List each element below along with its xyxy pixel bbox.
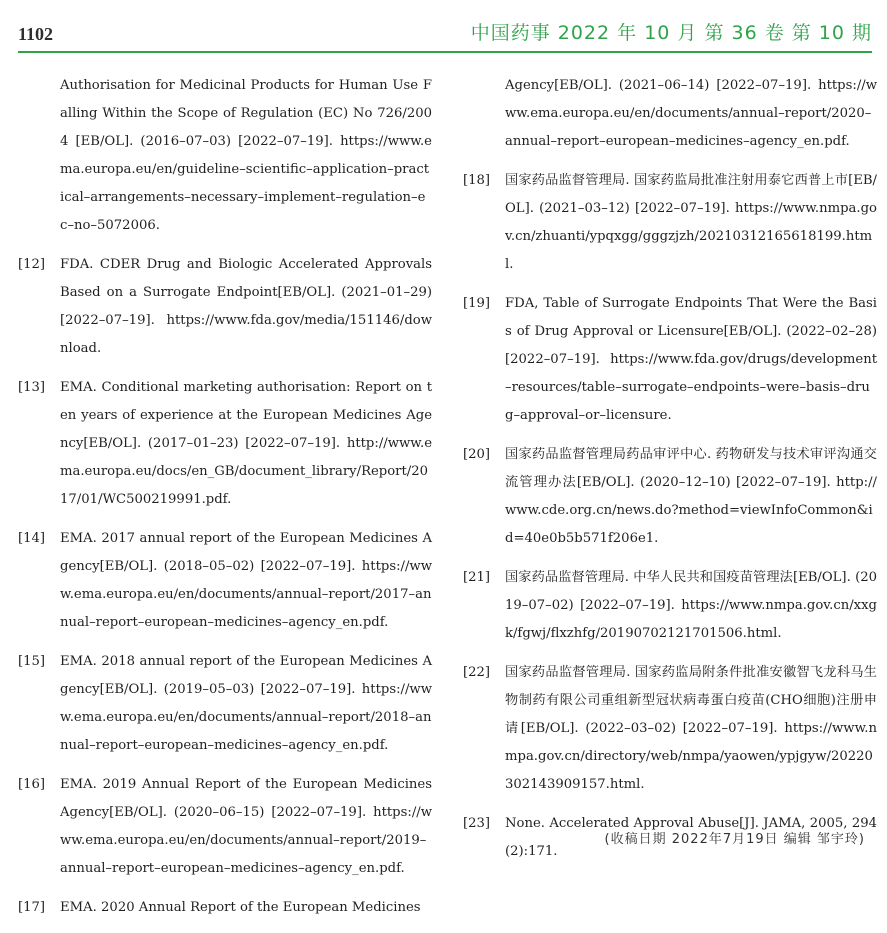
reference-text: Agency[EB/OL]. (2021–06–14) [2022–07–19]. https://www.ema.europa.eu/en/documents/annual–report/2020–annual–report–european–medicines–agency_en.pdf. <box>505 78 877 149</box>
reference-item <box>18 251 432 363</box>
reference-number: [22] <box>463 665 491 680</box>
reference-number: [21] <box>463 570 491 585</box>
reference-number: [17] <box>18 900 46 915</box>
reference-text: EMA. 2017 annual report of the European Medicines Agency[EB/OL]. (2018–05–02) [2022–07–19]. https://www.ema.europa.eu/en/documents/annual–report/2017–annual–report–european–medicines–agency_en.pdf. <box>60 531 432 630</box>
page-number: 1102 <box>18 24 54 44</box>
reference-item <box>463 659 877 799</box>
reference-text: None. Accelerated Approval Abuse[J]. JAMA, 2005, 294 (2):171. <box>505 816 877 859</box>
reference-text: EMA. Conditional marketing authorisation: Report on ten years of experience at the European Medicines Agency[EB/OL]. (2017–01–23) [2022–07–19]. http://www.ema.europa.eu/docs/en_GB/document_library/Report/2017/01/WC500219991.pdf. <box>60 380 432 507</box>
reference-number: [19] <box>463 296 491 311</box>
received-date-editor-note: (收稿日期 2022年7月19日 编辑 邹宇玲) <box>604 832 865 847</box>
reference-text: FDA, Table of Surrogate Endpoints That Were the Basis of Drug Approval or Licensure[EB/OL]. (2022–02–28) [2022–07–19]. https://www.fda.gov/drugs/development–resources/table–surrogate–endpoints–were–basis–drug–approval–or–licensure. <box>505 296 877 423</box>
reference-item <box>18 771 432 883</box>
header-rule <box>18 51 872 53</box>
reference-text: 国家药品监督管理局药品审评中心. 药物研发与技术审评沟通交流管理办法[EB/OL]. (2020–12–10) [2022–07–19]. http://www.cde.org.cn/news.do?method=viewInfoCommon&id=40e0b5b571f206e1. <box>505 447 877 546</box>
left-column <box>18 72 432 933</box>
reference-text: EMA. 2018 annual report of the European Medicines Agency[EB/OL]. (2019–05–03) [2022–07–19]. https://www.ema.europa.eu/en/documents/annual–report/2018–annual–report–european–medicines–agency_en.pdf. <box>60 654 432 753</box>
reference-number: [23] <box>463 816 491 831</box>
reference-number: [14] <box>18 531 46 546</box>
reference-number: [20] <box>463 447 491 462</box>
reference-text: 国家药品监督管理局. 国家药监局附条件批准安徽智飞龙科马生物制药有限公司重组新型冠状病毒蛋白疫苗(CHO细胞)注册申请[EB/OL]. (2022–03–02) [2022–07–19]. https://www.nmpa.gov.cn/directory/web/nmpa/yaowen/ypjgyw/20220302143909157.html. <box>505 665 877 792</box>
page-header <box>18 14 872 50</box>
reference-text: 国家药品监督管理局. 国家药监局批准注射用泰它西普上市[EB/OL]. (2021–03–12) [2022–07–19]. https://www.nmpa.gov.cn/zhuanti/ypqxgg/gggzjzh/20210312165618199.html. <box>505 173 877 272</box>
reference-text: EMA. 2020 Annual Report of the European Medicines <box>60 900 421 915</box>
reference-item <box>463 72 877 156</box>
reference-number: [18] <box>463 173 491 188</box>
right-column <box>463 72 877 877</box>
reference-item <box>18 648 432 760</box>
reference-number: [16] <box>18 777 46 792</box>
reference-text: EMA. 2019 Annual Report of the European Medicines Agency[EB/OL]. (2020–06–15) [2022–07–19]. https://www.ema.europa.eu/en/documents/annual–report/2019–annual–report–european–medicines–agency_en.pdf. <box>60 777 432 876</box>
reference-item <box>463 441 877 553</box>
reference-item <box>18 72 432 240</box>
journal-issue-title: 中国药事 2022 年 10 月 第 36 卷 第 10 期 <box>470 22 872 44</box>
reference-text: 国家药品监督管理局. 中华人民共和国疫苗管理法[EB/OL]. (2019–07–02) [2022–07–19]. https://www.nmpa.gov.cn/xxgk/fgwj/flxzhfg/20190702121701506.html. <box>505 570 877 641</box>
reference-item <box>18 374 432 514</box>
reference-item <box>463 167 877 279</box>
reference-item <box>18 525 432 637</box>
reference-number: [12] <box>18 257 46 272</box>
reference-item <box>463 290 877 430</box>
reference-item <box>463 564 877 648</box>
reference-number: [15] <box>18 654 46 669</box>
reference-text: Authorisation for Medicinal Products for Human Use Falling Within the Scope of Regulation (EC) No 726/2004 [EB/OL]. (2016–07–03) [2022–07–19]. https://www.ema.europa.eu/en/guideline–scientific–application–practical–arrangements–necessary–implement–regulation–ec–no–5072006. <box>60 78 432 233</box>
reference-number: [13] <box>18 380 46 395</box>
reference-text: FDA. CDER Drug and Biologic Accelerated Approvals Based on a Surrogate Endpoint[EB/OL]. (2021–01–29) [2022–07–19]. https://www.fda.gov/media/151146/download. <box>60 257 432 356</box>
reference-item <box>18 894 432 922</box>
